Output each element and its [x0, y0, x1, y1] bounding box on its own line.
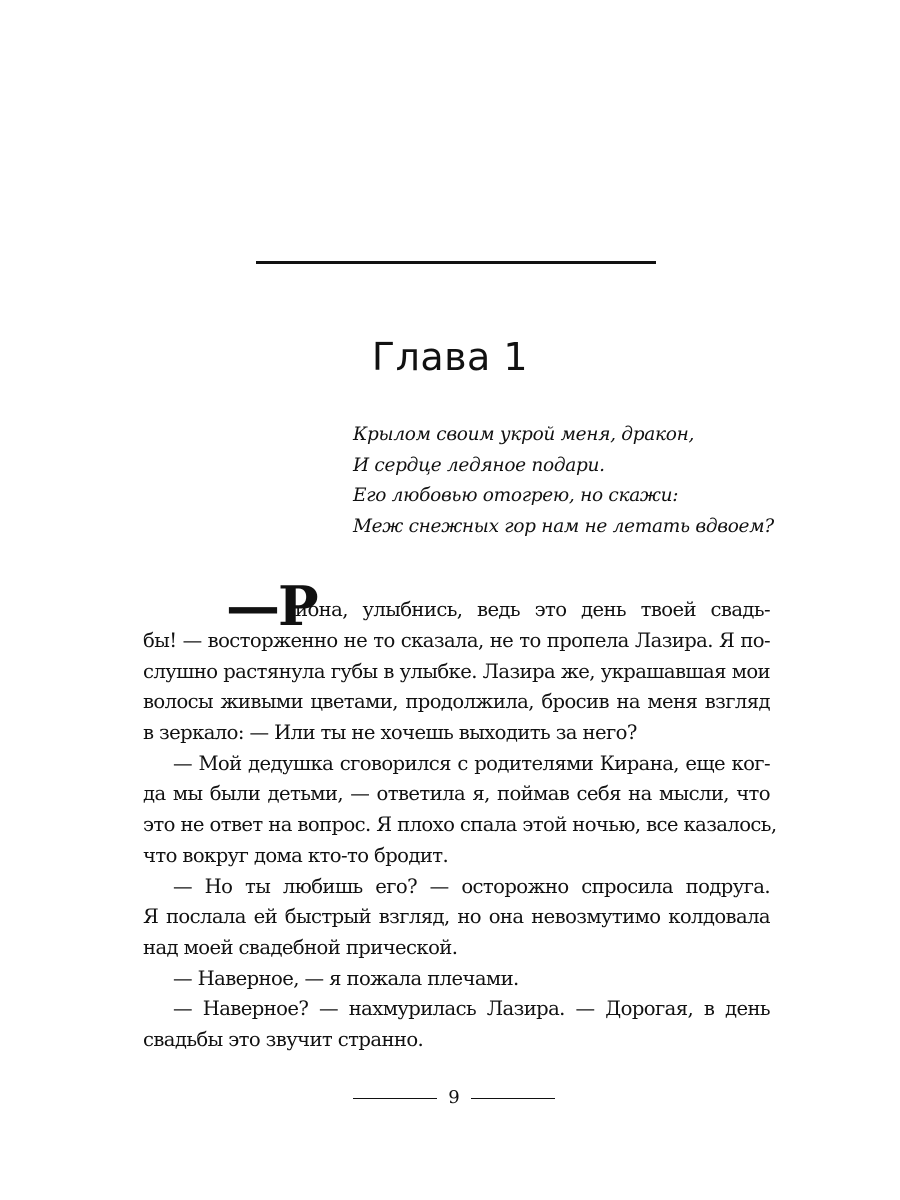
- body-line: [143, 574, 770, 638]
- epigraph-line: Крылом своим укрой меня, дракон,: [353, 424, 695, 445]
- body-line: — Мой дедушка сговорился с родителями Кирана, еще ког-: [173, 751, 770, 775]
- body-line: слушно растянула губы в улыбке. Лазира же, украшавшая мои: [143, 659, 770, 683]
- body-line: да мы были детьми, — ответила я, поймав себя на мысли, что: [143, 782, 770, 806]
- epigraph-line: Его любовью отогрею, но скажи:: [353, 485, 679, 506]
- epigraph-line: Меж снежных гор нам не летать вдвоем?: [353, 515, 774, 537]
- chapter-top-rule: [256, 261, 656, 264]
- page-footer: [0, 1084, 900, 1114]
- footer-rule-left: [353, 1098, 437, 1099]
- body-line: — Наверное? — нахмурилась Лазира. — Дорогая, в день: [173, 997, 770, 1021]
- drop-cap: —Р: [226, 574, 317, 638]
- body-line: — Наверное, — я пожала плечами.: [173, 966, 519, 990]
- footer-rule-right: [471, 1098, 555, 1099]
- epigraph: [353, 420, 873, 542]
- epigraph-line: И сердце ледяное подари.: [353, 454, 605, 476]
- body-line: свадьбы это звучит странно.: [143, 1027, 424, 1051]
- body-line: бы! — восторженно не то сказала, не то пропела Лазира. Я по-: [143, 629, 770, 652]
- body-line: Я послала ей быстрый взгляд, но она невозмутимо колдовала: [143, 905, 770, 929]
- body-line: — Но ты любишь его? — осторожно спросила подруга.: [173, 874, 770, 898]
- body-line: в зеркало: — Или ты не хочешь выходить за него?: [143, 721, 637, 745]
- body-text: [143, 574, 777, 1056]
- body-line: это не ответ на вопрос. Я плохо спала этой ночью, все казалось,: [143, 813, 777, 837]
- page-number: 9: [448, 1087, 460, 1108]
- body-line: над моей свадебной прической.: [143, 935, 458, 959]
- body-line: волосы живыми цветами, продолжила, бросив на меня взгляд: [143, 690, 770, 714]
- body-line-text: иона, улыбнись, ведь это день твоей свадь-: [295, 598, 770, 621]
- chapter-title: Глава 1: [371, 335, 529, 379]
- body-line: что вокруг дома кто-то бродит.: [143, 843, 449, 867]
